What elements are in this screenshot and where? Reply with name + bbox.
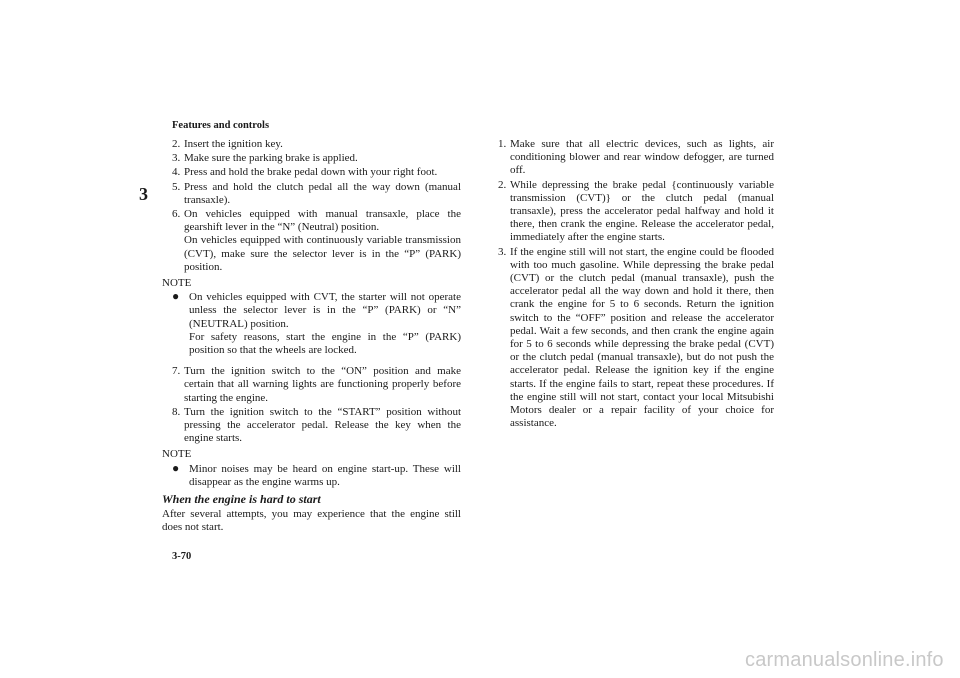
list-item: 3. If the engine still will not start, the engine could be flooded with too much gasoline. While depressing the brake pedal (CVT) or the clutch pedal (manual transaxle), push the accelerator pedal all the way down and hold it there, then crank the engine for 5 to 6 seconds. Return the ignition switch to the “OFF” position and release the accelerator pedal. Wait a few seconds, and then crank the engine again for 5 to 6 seconds while depressing the brake pedal (CVT) or the clutch pedal (manual transaxle), but do not push the accelerator pedal. Release the ignition key if the engine starts. If the engine fails to start, repeat these procedures. If the engine still will not start, contact your local Mitsubishi Motors dealer or a repair facility of your choice for assistance.	[498, 245, 774, 430]
running-header: Features and controls	[172, 120, 270, 131]
list-item: 7. Turn the ignition switch to the “ON” position and make certain that all warning lights are functioning properly before starting the engine.	[172, 365, 461, 404]
list-item: 4. Press and hold the brake pedal down with your right foot.	[172, 166, 438, 179]
step-list-b	[172, 365, 461, 445]
list-item: 8. Turn the ignition switch to the “START” position without pressing the accelerator pedal. Release the key when the engine starts.	[172, 405, 461, 445]
left-column	[162, 138, 461, 535]
list-item: 2. While depressing the brake pedal {continuously variable transmission (CVT)} or the clutch pedal (manual transaxle), press the accelerator pedal halfway and hold it there, then crank the engine. Release the accelerator pedal, immediately after the engine starts.	[498, 178, 774, 244]
right-column	[498, 138, 774, 431]
bullet-icon: ●	[172, 289, 180, 304]
note-label: NOTE	[162, 277, 192, 290]
note-body: ● Minor noises may be heard on engine start-up. These will disappear as the engine warms up.	[172, 460, 461, 488]
list-item: 1. Make sure that all electric devices, such as lights, air conditioning blower and rear window defogger, are turned off.	[498, 138, 774, 177]
list-item: 2. Insert the ignition key.	[172, 138, 283, 150]
bullet-icon: ●	[172, 460, 180, 475]
watermark-text[interactable]: carmanualsonline.info	[745, 649, 944, 671]
section-heading: When the engine is hard to start	[162, 492, 321, 507]
chapter-tab-number: 3	[139, 184, 148, 204]
note-body: ● On vehicles equipped with CVT, the starter will not operate unless the selector lever is in the “P” (PARK) or “N” (NEUTRAL) position. For safety reasons, start the engine in the “P” (PARK) position so that the wheels are locked.	[172, 289, 461, 357]
list-item: 5. Press and hold the clutch pedal all the way down (manual transaxle).	[172, 180, 461, 206]
page-number: 3-70	[172, 551, 192, 562]
list-item: 6. On vehicles equipped with manual transaxle, place the gearshift lever in the “N” (Neutral) position. On vehicles equipped with continuously variable transmission (CVT), make sure the selector lever is in the “P” (PARK) position.	[172, 208, 461, 273]
list-item: 3. Make sure the parking brake is applied.	[172, 152, 358, 165]
note-label: NOTE	[162, 448, 192, 461]
section-text: After several attempts, you may experience that the engine still does not start.	[162, 508, 461, 534]
step-list-a	[172, 138, 461, 274]
